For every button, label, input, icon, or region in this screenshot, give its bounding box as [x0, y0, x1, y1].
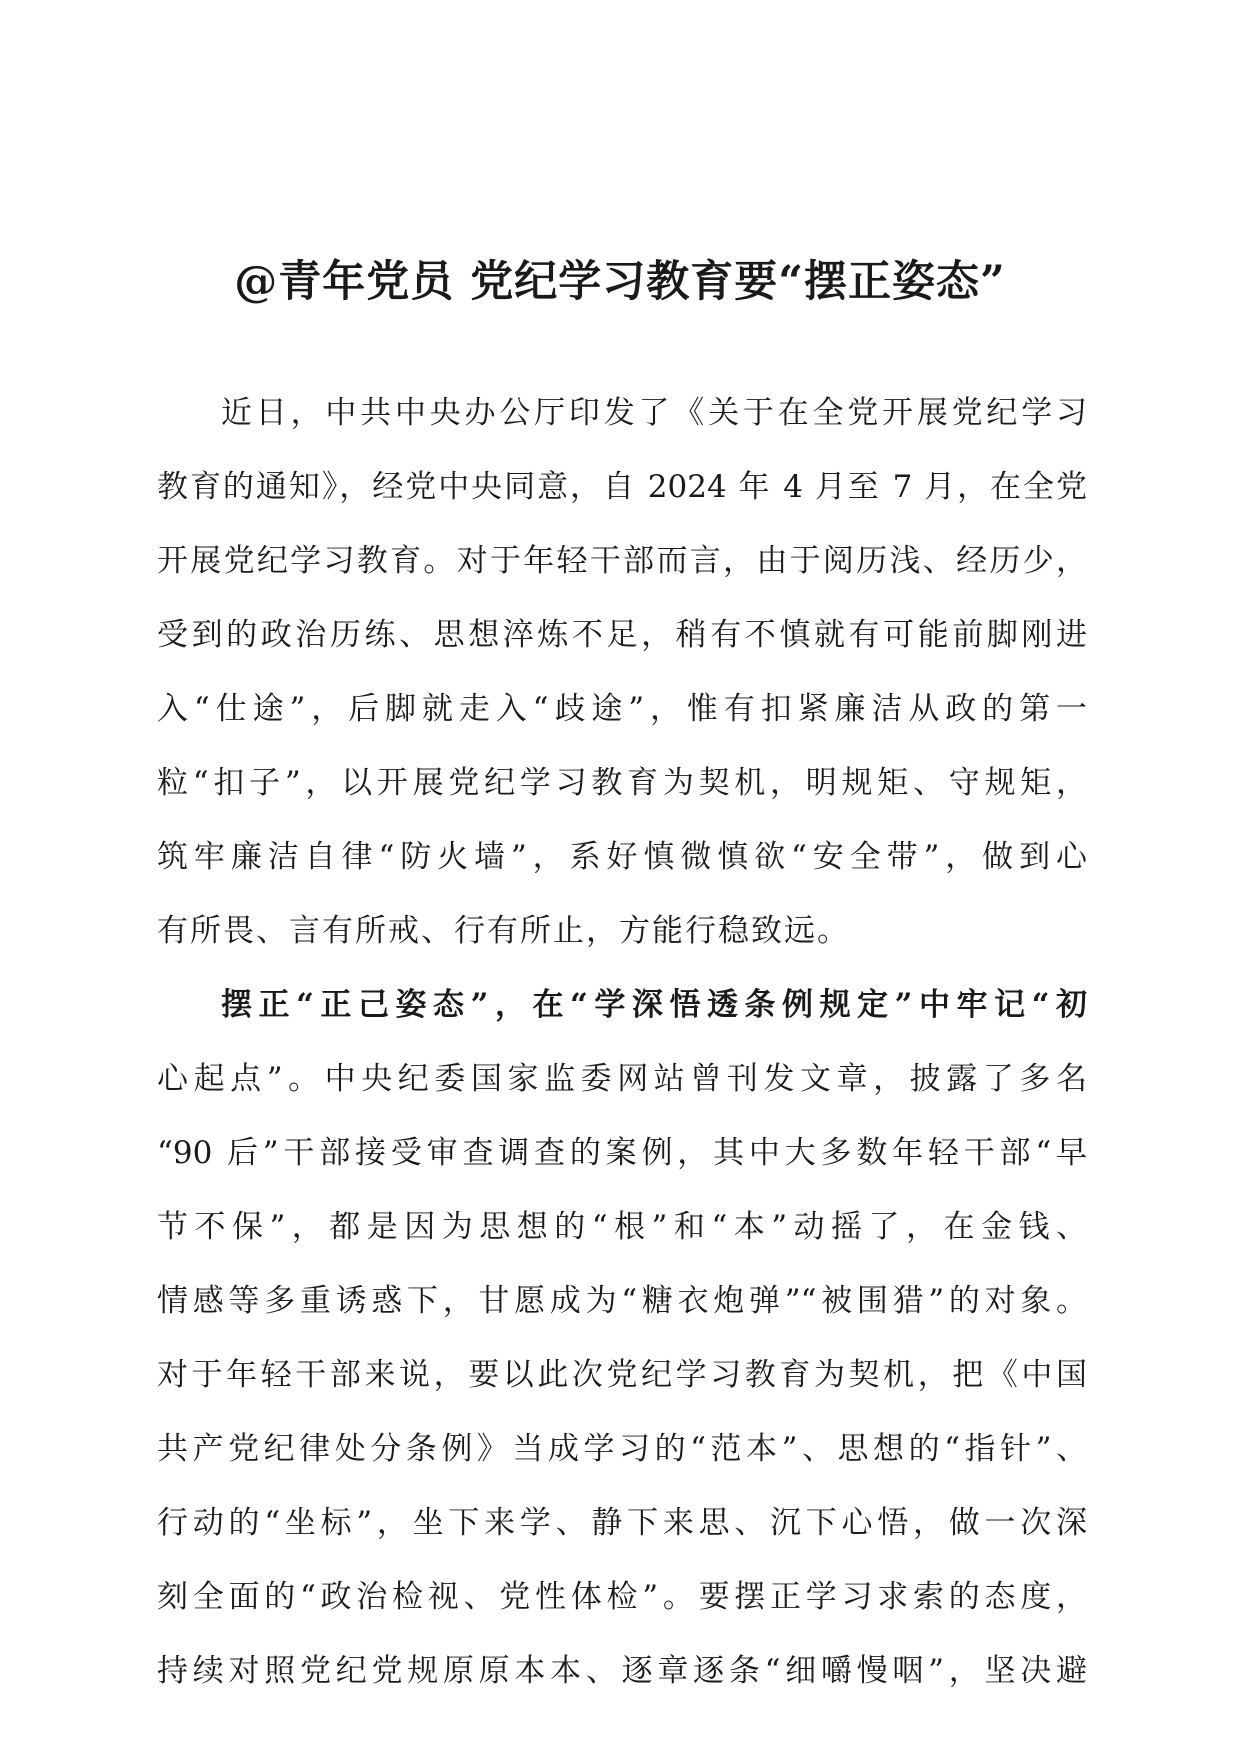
paragraph-2-line-6: 对于年轻干部来说，要以此次党纪学习教育为契机，把《中国 [157, 1357, 1087, 1393]
document-title: @青年党员 党纪学习教育要“摆正姿态” [234, 257, 1006, 307]
paragraph-1-line-4: 受到的政治历练、思想淬炼不足，稍有不慎就有可能前脚刚进 [157, 617, 1087, 653]
document-body [157, 376, 1087, 1708]
paragraph-1-line-6: 粒“扣子”，以开展党纪学习教育为契机，明规矩、守规矩， [157, 765, 1087, 801]
paragraph-2-line-9: 刻全面的“政治检视、党性体检”。要摆正学习求索的态度， [157, 1579, 1087, 1615]
paragraph-2-line-7: 共产党纪律处分条例》当成学习的“范本”、思想的“指针”、 [157, 1431, 1087, 1467]
paragraph-2-line-2: 心起点”。中央纪委国家监委网站曾刊发文章，披露了多名 [157, 1061, 1087, 1097]
paragraph-1-line-5: 入“仕途”，后脚就走入“歧途”，惟有扣紧廉洁从政的第一 [157, 691, 1087, 727]
paragraph-2-line-10: 持续对照党纪党规原原本本、逐章逐条“细嚼慢咽”，坚决避 [157, 1653, 1087, 1689]
paragraph-2-line-8: 行动的“坐标”，坐下来学、静下来思、沉下心悟，做一次深 [157, 1505, 1087, 1541]
paragraph-1-line-3: 开展党纪学习教育。对于年轻干部而言，由于阅历浅、经历少， [157, 543, 1087, 579]
paragraph-2-line-4: 节不保”，都是因为思想的“根”和“本”动摇了，在金钱、 [157, 1209, 1087, 1245]
paragraph-1-line-1: 近日，中共中央办公厅印发了《关于在全党开展党纪学习 [221, 395, 1087, 431]
paragraph-2-heading-line-1: 摆正“正己姿态”，在“学深悟透条例规定”中牢记“初 [221, 987, 1087, 1023]
paragraph-2-line-3: “90 后”干部接受审查调查的案例，其中大多数年轻干部“早 [157, 1135, 1087, 1171]
paragraph-1-line-8: 有所畏、言有所戒、行有所止，方能行稳致远。 [157, 913, 850, 949]
paragraph-1-line-2: 教育的通知》，经党中央同意，自 2024 年 4 月至 7 月，在全党 [157, 469, 1087, 505]
paragraph-1-line-7: 筑牢廉洁自律“防火墙”，系好慎微慎欲“安全带”，做到心 [157, 839, 1087, 875]
paragraph-2-line-5: 情感等多重诱惑下，甘愿成为“糖衣炮弹”“被围猎”的对象。 [157, 1283, 1087, 1319]
